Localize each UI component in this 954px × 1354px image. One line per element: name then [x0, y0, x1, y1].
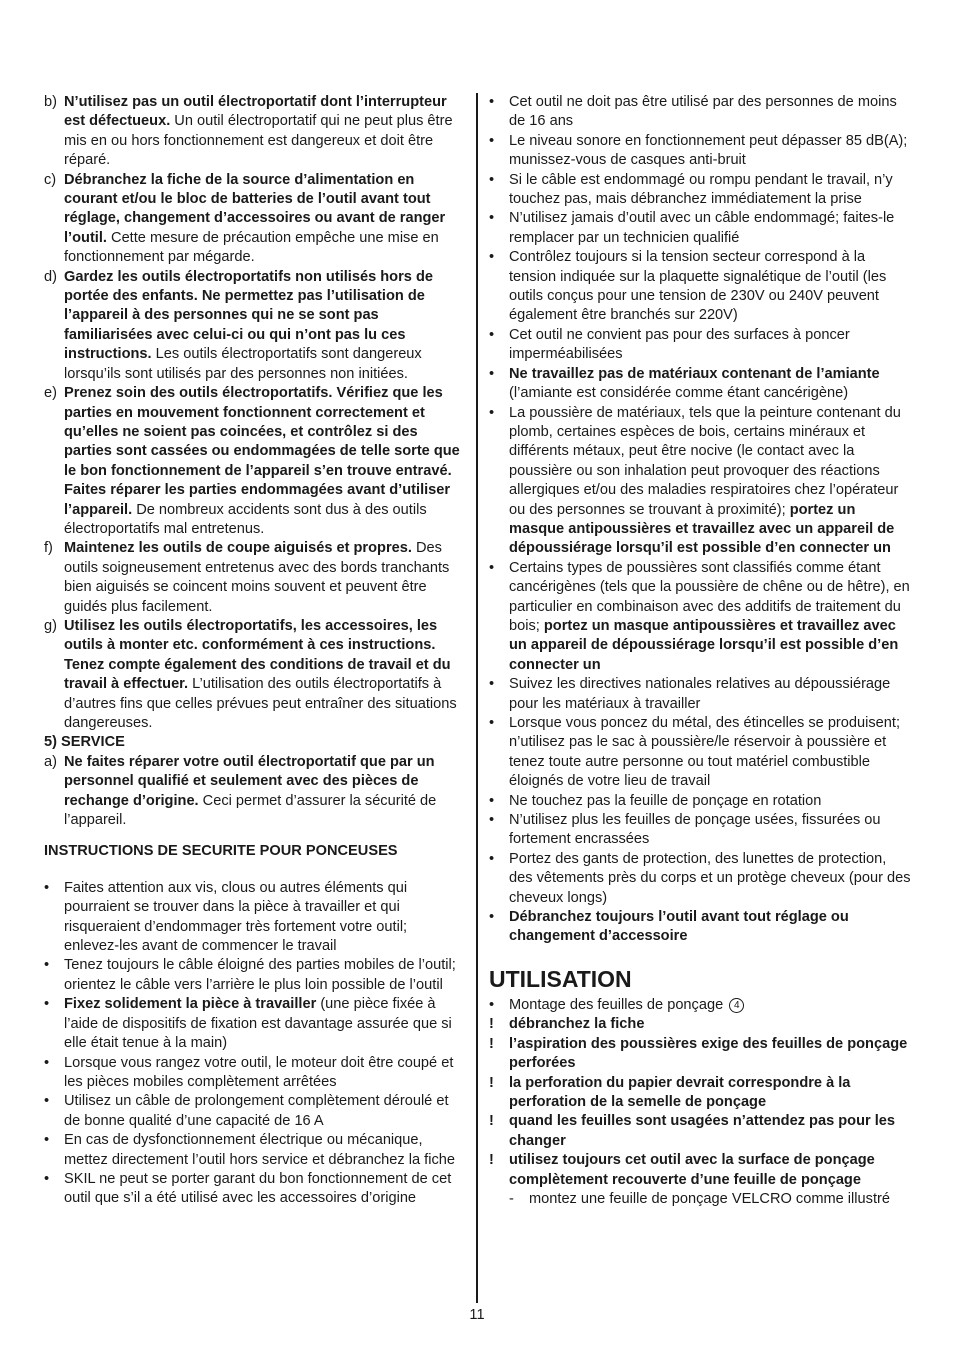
column-divider: [476, 93, 478, 1303]
item-marker: f): [44, 540, 53, 557]
bullet-item: [44, 1170, 466, 1209]
bullet-text: N’utilisez jamais d’outil avec un câble endommagé; faites-le remplacer par un technicien qualifié: [509, 210, 895, 246]
bullet-item: [489, 850, 913, 908]
item-text: Des outils soigneusement entretenus avec des bords tranchants bien aiguisés se coincent moins souvent et peuvent être guidés plus facilement.: [64, 540, 450, 615]
bullet-item: [44, 1131, 466, 1170]
bullet-icon: •: [489, 210, 495, 227]
bullet-text: Lorsque vous rangez votre outil, le moteur doit être coupé et les pièces mobiles complètement arrêtées: [64, 1054, 454, 1090]
item-text: Les outils électroportatifs sont dangereux lorsqu’ils sont utilisés par des personnes non initiées.: [64, 346, 422, 382]
bullet-tail-bold-text: portez un masque antipoussières et travaillez avec un appareil de dépoussiérage lorsqu’il est possible d’en connecter un: [509, 617, 899, 673]
bullet-bold-text: Débranchez toujours l’outil avant tout réglage ou changement d’accessoire: [509, 909, 849, 945]
bullet-item: [489, 792, 913, 811]
warning-item: [489, 1035, 913, 1074]
bullet-item: [489, 209, 913, 248]
bullet-text: Utilisez un câble de prolongement complètement déroulé et de bonne qualité d’une capacité de 16 A: [64, 1093, 449, 1129]
lettered-item: [44, 268, 466, 384]
item-text: L’utilisation des outils électroportatifs à d’autres fins que celles prévues peut entraîner des situations dangereuses.: [64, 676, 457, 731]
bullet-item: [489, 365, 913, 404]
warning-item: [489, 1015, 913, 1034]
bullet-text: Le niveau sonore en fonctionnement peut dépasser 85 dB(A); munissez-vous de casques anti-bruit: [509, 132, 908, 169]
lettered-item: [44, 93, 466, 171]
service-heading: 5) SERVICE: [44, 734, 125, 751]
bullet-text: Suivez les directives nationales relatives au dépoussiérage pour les matériaux à travailler: [509, 676, 891, 712]
bullet-text: Certains types de poussières sont classifiés comme étant cancérigènes (tels que la poussière de chêne ou de hêtre), en particulier en combinaison avec des additifs de traitement du bois;: [509, 559, 910, 634]
item-text: Cette mesure de précaution empêche une mise en fonctionnement par mégarde.: [64, 229, 439, 266]
bullet-icon: •: [44, 1170, 50, 1187]
page-number: 11: [469, 1307, 485, 1323]
bullet-text: Faites attention aux vis, clous ou autres éléments qui pourraient se trouver dans la pièce à travailler et qui risqueraient d’endommager très fortement votre outil; enlevez-les avant de commencer le travail: [64, 879, 408, 955]
item-bold-text: Débranchez la fiche de la source d’alimentation en courant et/ou le bloc de batteries de l’outil avant tout réglage, changement d’accessoires ou avant de ranger l’outil.: [64, 171, 446, 246]
bullet-icon: •: [489, 715, 495, 731]
bullet-item: [489, 811, 913, 850]
bullet-icon: •: [489, 404, 495, 421]
bullet-icon: •: [489, 996, 495, 1013]
bullet-icon: •: [489, 249, 495, 266]
bullet-item: [489, 559, 913, 675]
bullet-icon: •: [489, 676, 495, 693]
item-marker: a): [44, 753, 57, 770]
bullet-icon: •: [489, 909, 495, 926]
bullet-icon: •: [489, 132, 495, 149]
item-text: Ceci permet d’assurer la sécurité de l’appareil.: [64, 792, 437, 829]
section-title-utilisation: UTILISATION: [489, 965, 632, 992]
bullet-icon: •: [44, 1093, 50, 1110]
lettered-item: [44, 171, 466, 268]
bullet-tail-text: (l’amiante est considérée comme étant cancérigène): [509, 385, 849, 402]
warning-text: l’aspiration des poussières exige des feuilles de ponçage perforées: [509, 1035, 908, 1072]
bullet-text: Portez des gants de protection, des lunettes de protection, des vêtements près du corps et un protège cheveux (pour des cheveux longs): [509, 850, 911, 906]
item-bold-text: Utilisez les outils électroportatifs, les accessoires, les outils à monter etc. conformément à ces instructions. Tenez compte également des conditions de travail et du travail à effectuer.: [64, 617, 451, 693]
warning-list: [489, 1015, 913, 1190]
bullet-item: [489, 675, 913, 714]
service-item: [44, 753, 466, 831]
warning-text: quand les feuilles sont usagées n’attendez pas pour les changer: [509, 1113, 896, 1149]
warning-icon: !: [489, 1113, 494, 1130]
bullet-item: [489, 248, 913, 326]
item-text: Un outil électroportatif qui ne peut plus être mis en ou hors fonctionnement est dangereux et doit être réparé.: [64, 113, 453, 169]
bullet-icon: •: [489, 850, 495, 867]
dash-icon: -: [509, 1190, 514, 1207]
bullet-text: Lorsque vous poncez du métal, des étincelles se produisent; n’utilisez pas le sac à poussière/le réservoir à poussière et tenez toute autre personne ou tout matériel combustible éloignés de votre lieu de travail: [509, 715, 901, 790]
item-bold-text: N’utilisez pas un outil électroportatif dont l’interrupteur est défectueux.: [64, 94, 447, 130]
warning-icon: !: [489, 1074, 494, 1091]
safety-bullet-list: [489, 93, 913, 947]
dash-item-text: montez une feuille de ponçage VELCRO comme illustré: [529, 1190, 890, 1207]
figure-reference-icon: 4: [729, 998, 744, 1013]
sanders-heading: INSTRUCTIONS DE SECURITE POUR PONCEUSES: [44, 843, 398, 860]
mounting-bullet: [489, 996, 913, 1015]
bullet-icon: •: [44, 879, 50, 896]
warning-item: [489, 1112, 913, 1151]
general-safety-list: [44, 93, 466, 733]
item-text: De nombreux accidents sont dus à des outils électroportatifs mal entretenus.: [64, 501, 427, 537]
warning-item: [489, 1151, 913, 1190]
bullet-icon: •: [489, 812, 495, 829]
bullet-text: Ne touchez pas la feuille de ponçage en rotation: [509, 792, 822, 809]
item-marker: g): [44, 617, 57, 634]
item-marker: d): [44, 268, 57, 285]
bullet-item: [489, 132, 913, 171]
bullet-text: Cet outil ne convient pas pour des surfaces à poncer imperméabilisées: [509, 326, 850, 363]
warning-text: débranchez la fiche: [509, 1016, 645, 1033]
bullet-item: [489, 404, 913, 559]
lettered-item: [44, 539, 466, 617]
bullet-icon: •: [44, 1132, 50, 1149]
bullet-icon: •: [489, 94, 495, 110]
item-bold-text: Ne faites réparer votre outil électroportatif que par un personnel qualifié et seulement avec des pièces de rechange d’origine.: [64, 753, 435, 809]
bullet-text: En cas de dysfonctionnement électrique ou mécanique, mettez directement l’outil hors service et débranchez la fiche: [64, 1132, 455, 1168]
right-column: [489, 93, 913, 1209]
bullet-text: La poussière de matériaux, tels que la peinture contenant du plomb, certaines espèces de bois, certains minéraux et différents métaux, peut être nocive (le contact avec la poussière ou son inhalation peut provoquer des réactions allergiques et/ou des maladies respiratoires chez l’opérateur ou des personnes se trouvant à proximité);: [509, 404, 901, 518]
bullet-icon: •: [44, 1054, 50, 1071]
bullet-bold-text: Fixez solidement la pièce à travailler: [64, 996, 317, 1013]
bullet-icon: •: [489, 559, 495, 576]
bullet-item: [489, 93, 913, 132]
bullet-item: [44, 956, 466, 995]
item-bold-text: Prenez soin des outils électroportatifs. Vérifiez que les parties en mouvement fonctionnent correctement et qu’elles ne soient pas coincées, et contrôlez si des parties sont cassées ou endommagées de telle sorte que le bon fonctionnement de l’appareil s’en trouve entravé. Faites réparer les parties endommagées avant d’utiliser l’appareil.: [64, 385, 460, 518]
warning-icon: !: [489, 1035, 494, 1052]
sanders-bullet-list: [44, 879, 466, 1209]
warning-icon: !: [489, 1152, 494, 1169]
bullet-item: [44, 1054, 466, 1093]
bullet-text: (une pièce fixée à l’aide de dispositifs de fixation est davantage assurée que si elle était tenue à la main): [64, 996, 452, 1052]
bullet-icon: •: [44, 957, 50, 974]
warning-text: la perforation du papier devrait correspondre à la perforation de la semelle de ponçage: [509, 1074, 851, 1110]
bullet-item: [489, 171, 913, 210]
dash-item: [489, 1190, 913, 1209]
bullet-item: [44, 995, 466, 1053]
bullet-item: [44, 879, 466, 957]
bullet-text: Tenez toujours le câble éloigné des parties mobiles de l’outil; orientez le câble vers l’arrière le plus loin possible de l’outil: [64, 957, 456, 993]
bullet-icon: •: [489, 171, 495, 188]
item-marker: e): [44, 385, 57, 402]
lettered-item: [44, 384, 466, 539]
left-column: [44, 93, 466, 1209]
warning-item: [489, 1074, 913, 1113]
item-marker: c): [44, 171, 57, 188]
bullet-item: [489, 326, 913, 365]
bullet-tail-bold-text: portez un masque antipoussières et travaillez avec un appareil de dépoussiérage lorsqu’il est possible d’en connecter un: [509, 501, 895, 557]
bullet-icon: •: [44, 996, 50, 1013]
bullet-text: N’utilisez plus les feuilles de ponçage usées, fissurées ou fortement encrassées: [509, 812, 881, 848]
bullet-text: Si le câble est endommagé ou rompu pendant le travail, n’y touchez pas, mais débranchez immédiatement la prise: [509, 171, 893, 208]
warning-icon: !: [489, 1016, 494, 1033]
mounting-label: Montage des feuilles de ponçage: [509, 996, 724, 1013]
lettered-item: [44, 617, 466, 733]
bullet-bold-text: Ne travaillez pas de matériaux contenant de l’amiante: [509, 365, 880, 382]
bullet-text: SKIL ne peut se porter garant du bon fonctionnement de cet outil que s’il a été utilisé avec les accessoires d’origine: [64, 1170, 452, 1207]
bullet-icon: •: [489, 792, 495, 809]
bullet-icon: •: [489, 326, 495, 343]
bullet-icon: •: [489, 365, 495, 382]
item-bold-text: Gardez les outils électroportatifs non utilisés hors de portée des enfants. Ne permettez pas l’utilisation de l’appareil à des personnes qui ne se sont pas familiarisées avec celui-ci ou qui n’ont pas lu ces instructions.: [64, 268, 433, 363]
bullet-text: Contrôlez toujours si la tension secteur correspond à la tension indiquée sur la plaquette signalétique de l’outil (les outils conçus pour une tension de 230V ou 240V peuvent également être branchés sur 220V): [509, 249, 887, 324]
bullet-item: [44, 1092, 466, 1131]
item-marker: b): [44, 94, 57, 110]
bullet-item: [489, 908, 913, 947]
warning-text: utilisez toujours cet outil avec la surface de ponçage complètement recouverte d’une feuille de ponçage: [509, 1152, 875, 1188]
bullet-text: Cet outil ne doit pas être utilisé par des personnes de moins de 16 ans: [509, 94, 897, 130]
item-bold-text: Maintenez les outils de coupe aiguisés et propres.: [64, 540, 412, 557]
bullet-item: [489, 714, 913, 792]
